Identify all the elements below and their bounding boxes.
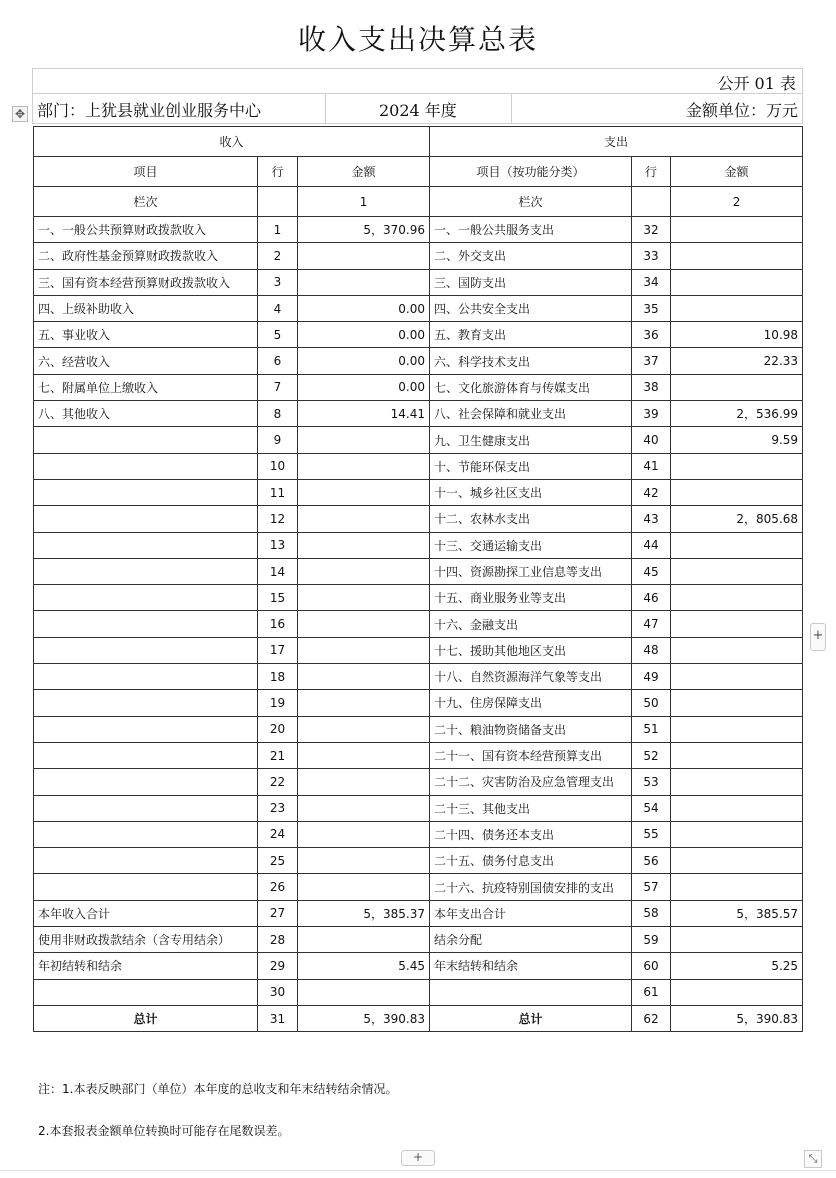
item-header: 项目: [34, 157, 258, 187]
income-item: [34, 637, 258, 663]
column-index-row: [34, 187, 803, 217]
income-amount: [298, 769, 430, 795]
expense-item: 十八、自然资源海洋气象等支出: [430, 664, 632, 690]
expense-item: 二十五、债务付息支出: [430, 848, 632, 874]
expense-row-no: 40: [632, 427, 671, 453]
income-item: 四、上级补助收入: [34, 295, 258, 321]
expense-amount: [671, 821, 803, 847]
item-func-header: 项目（按功能分类）: [430, 157, 632, 187]
income-item: [34, 558, 258, 584]
income-row-no: 13: [258, 532, 298, 558]
income-amount: [298, 874, 430, 900]
expense-item: 十九、住房保障支出: [430, 690, 632, 716]
table-row: [34, 821, 803, 847]
expense-row-no: 37: [632, 348, 671, 374]
department-label: 部门：上犹县就业创业服务中心: [37, 101, 262, 120]
income-row-no: 21: [258, 742, 298, 768]
expense-item: 十七、援助其他地区支出: [430, 637, 632, 663]
income-row-no: 18: [258, 664, 298, 690]
total-expense-row-no: 62: [632, 1005, 671, 1031]
income-amount: [298, 716, 430, 742]
total-income-row-no: 31: [258, 1005, 298, 1031]
table-row: [34, 637, 803, 663]
expense-amount: [671, 532, 803, 558]
income-amount: [298, 742, 430, 768]
expense-amount: [671, 479, 803, 505]
expense-item: 二十六、抗疫特别国债安排的支出: [430, 874, 632, 900]
income-row-no: 3: [258, 269, 298, 295]
total-income-item: 总计: [34, 1005, 258, 1031]
total-income-amount: 5，390.83: [298, 1005, 430, 1031]
income-amount: 5，370.96: [298, 217, 430, 243]
table-move-icon[interactable]: ✥: [12, 106, 28, 122]
table-row: [34, 874, 803, 900]
expense-item: 四、公共安全支出: [430, 295, 632, 321]
expense-item: 五、教育支出: [430, 322, 632, 348]
income-row-no: 6: [258, 348, 298, 374]
expense-amount: [671, 927, 803, 953]
expense-row-no: 38: [632, 374, 671, 400]
income-item: 八、其他收入: [34, 401, 258, 427]
expense-amount: 2，536.99: [671, 401, 803, 427]
expense-row-no: 55: [632, 821, 671, 847]
expense-item: 十二、农林水支出: [430, 506, 632, 532]
add-column-button[interactable]: +: [810, 623, 826, 651]
table-row: [34, 716, 803, 742]
expense-amount: 2，805.68: [671, 506, 803, 532]
expense-row-no: 57: [632, 874, 671, 900]
expense-row-no: 52: [632, 742, 671, 768]
expense-amount: [671, 217, 803, 243]
income-amount: [298, 664, 430, 690]
table-row: [34, 953, 803, 979]
income-item: [34, 795, 258, 821]
amount-header: 金额: [298, 157, 430, 187]
table-row: [34, 453, 803, 479]
expense-row-no: 51: [632, 716, 671, 742]
income-row-no: 29: [258, 953, 298, 979]
income-item: [34, 742, 258, 768]
expense-amount: [671, 769, 803, 795]
income-header: 收入: [34, 127, 430, 157]
expense-amount: [671, 979, 803, 1005]
expense-item: 三、国防支出: [430, 269, 632, 295]
expense-item: 二十四、债务还本支出: [430, 821, 632, 847]
table-row: [34, 585, 803, 611]
income-item: 二、政府性基金预算财政拨款收入: [34, 243, 258, 269]
income-row-no: 23: [258, 795, 298, 821]
col-label: 栏次: [430, 187, 632, 217]
income-item: 本年收入合计: [34, 900, 258, 926]
empty-cell: [632, 187, 671, 217]
table-row: [34, 295, 803, 321]
expense-row-no: 42: [632, 479, 671, 505]
expense-item: 二、外交支出: [430, 243, 632, 269]
expense-item: 结余分配: [430, 927, 632, 953]
income-row-no: 2: [258, 243, 298, 269]
income-row-no: 26: [258, 874, 298, 900]
expense-item: 十五、商业服务业等支出: [430, 585, 632, 611]
income-item: [34, 611, 258, 637]
expense-row-no: 54: [632, 795, 671, 821]
note-1: 注：1.本表反映部门（单位）本年度的总收支和年末结转结余情况。: [38, 1082, 398, 1096]
income-item: [34, 979, 258, 1005]
income-item: 七、附属单位上缴收入: [34, 374, 258, 400]
expense-amount: [671, 295, 803, 321]
expense-row-no: 58: [632, 900, 671, 926]
expense-row-no: 46: [632, 585, 671, 611]
income-row-no: 27: [258, 900, 298, 926]
form-number-bar: [32, 68, 803, 94]
resize-icon[interactable]: ⤡: [804, 1150, 822, 1168]
expense-header: 支出: [430, 127, 803, 157]
expense-amount: [671, 453, 803, 479]
income-item: [34, 664, 258, 690]
expense-item: 八、社会保障和就业支出: [430, 401, 632, 427]
expense-row-no: 43: [632, 506, 671, 532]
income-row-no: 4: [258, 295, 298, 321]
income-amount: 0.00: [298, 374, 430, 400]
income-amount: [298, 479, 430, 505]
expense-amount: [671, 874, 803, 900]
income-item: [34, 848, 258, 874]
expense-amount: [671, 795, 803, 821]
col-index-1: 1: [298, 187, 430, 217]
income-amount: 0.00: [298, 322, 430, 348]
income-row-no: 11: [258, 479, 298, 505]
total-expense-item: 总计: [430, 1005, 632, 1031]
expense-row-no: 41: [632, 453, 671, 479]
table-row: [34, 269, 803, 295]
income-amount: 5.45: [298, 953, 430, 979]
income-amount: [298, 453, 430, 479]
income-item: [34, 821, 258, 847]
income-amount: [298, 243, 430, 269]
header-info-row: [32, 94, 803, 124]
income-row-no: 25: [258, 848, 298, 874]
income-row-no: 12: [258, 506, 298, 532]
total-row: [34, 1005, 803, 1031]
expense-row-no: 49: [632, 664, 671, 690]
form-number: 公开 01 表: [717, 74, 796, 93]
income-amount: [298, 979, 430, 1005]
expense-row-no: 47: [632, 611, 671, 637]
table-row: [34, 795, 803, 821]
add-row-button[interactable]: +: [401, 1150, 435, 1166]
empty-cell: [258, 187, 298, 217]
expense-item: 六、科学技术支出: [430, 348, 632, 374]
income-amount: 14.41: [298, 401, 430, 427]
expense-item: 九、卫生健康支出: [430, 427, 632, 453]
table-row: [34, 900, 803, 926]
column-header-row: [34, 157, 803, 187]
expense-item: 二十一、国有资本经营预算支出: [430, 742, 632, 768]
income-row-no: 17: [258, 637, 298, 663]
note-2: 2.本套报表金额单位转换时可能存在尾数误差。: [38, 1124, 290, 1138]
row-header: 行: [258, 157, 298, 187]
income-row-no: 20: [258, 716, 298, 742]
income-item: [34, 453, 258, 479]
income-amount: [298, 269, 430, 295]
expense-row-no: 35: [632, 295, 671, 321]
income-item: [34, 690, 258, 716]
income-item: [34, 427, 258, 453]
income-item: [34, 479, 258, 505]
expense-amount: 5，385.57: [671, 900, 803, 926]
income-row-no: 9: [258, 427, 298, 453]
income-amount: [298, 611, 430, 637]
income-item: 一、一般公共预算财政拨款收入: [34, 217, 258, 243]
expense-amount: [671, 611, 803, 637]
expense-item: 二十三、其他支出: [430, 795, 632, 821]
page-edge: [0, 1170, 836, 1171]
income-amount: [298, 927, 430, 953]
expense-item: 七、文化旅游体育与传媒支出: [430, 374, 632, 400]
expense-row-no: 48: [632, 637, 671, 663]
table-row: [34, 401, 803, 427]
expense-item: 年末结转和结余: [430, 953, 632, 979]
row-header: 行: [632, 157, 671, 187]
expense-row-no: 32: [632, 217, 671, 243]
expense-item: 十六、金融支出: [430, 611, 632, 637]
fiscal-year: 2024 年度: [379, 101, 457, 120]
expense-amount: [671, 269, 803, 295]
expense-amount: [671, 848, 803, 874]
income-amount: [298, 690, 430, 716]
income-amount: 0.00: [298, 295, 430, 321]
page-title: 收入支出决算总表: [297, 23, 538, 56]
income-amount: 5，385.37: [298, 900, 430, 926]
table-row: [34, 243, 803, 269]
expense-amount: [671, 243, 803, 269]
expense-row-no: 50: [632, 690, 671, 716]
table-row: [34, 374, 803, 400]
income-item: [34, 585, 258, 611]
income-row-no: 14: [258, 558, 298, 584]
expense-amount: [671, 716, 803, 742]
income-amount: [298, 427, 430, 453]
table-row: [34, 532, 803, 558]
expense-row-no: 34: [632, 269, 671, 295]
expense-amount: 5.25: [671, 953, 803, 979]
expense-item: 二十二、灾害防治及应急管理支出: [430, 769, 632, 795]
expense-row-no: 39: [632, 401, 671, 427]
income-row-no: 28: [258, 927, 298, 953]
expense-amount: 10.98: [671, 322, 803, 348]
income-amount: [298, 848, 430, 874]
expense-item: 十、节能环保支出: [430, 453, 632, 479]
table-row: [34, 558, 803, 584]
income-item: [34, 874, 258, 900]
total-expense-amount: 5，390.83: [671, 1005, 803, 1031]
income-row-no: 15: [258, 585, 298, 611]
expense-item: 十一、城乡社区支出: [430, 479, 632, 505]
expense-item: 十四、资源勘探工业信息等支出: [430, 558, 632, 584]
expense-amount: 22.33: [671, 348, 803, 374]
table-row: [34, 322, 803, 348]
expense-row-no: 53: [632, 769, 671, 795]
income-item: 五、事业收入: [34, 322, 258, 348]
expense-amount: [671, 374, 803, 400]
table-row: [34, 690, 803, 716]
income-row-no: 7: [258, 374, 298, 400]
table-row: [34, 611, 803, 637]
income-item: 三、国有资本经营预算财政拨款收入: [34, 269, 258, 295]
divider: [511, 94, 512, 123]
income-row-no: 16: [258, 611, 298, 637]
table-row: [34, 427, 803, 453]
income-amount: [298, 532, 430, 558]
expense-row-no: 33: [632, 243, 671, 269]
col-label: 栏次: [34, 187, 258, 217]
income-amount: [298, 795, 430, 821]
income-item: 六、经营收入: [34, 348, 258, 374]
expense-amount: [671, 664, 803, 690]
expense-amount: [671, 742, 803, 768]
table-row: [34, 664, 803, 690]
expense-item: 本年支出合计: [430, 900, 632, 926]
expense-amount: [671, 637, 803, 663]
amount-header: 金额: [671, 157, 803, 187]
income-amount: [298, 558, 430, 584]
expense-amount: 9.59: [671, 427, 803, 453]
expense-item: [430, 979, 632, 1005]
income-item: [34, 506, 258, 532]
income-item: 年初结转和结余: [34, 953, 258, 979]
income-item: [34, 532, 258, 558]
expense-item: 二十、粮油物资储备支出: [430, 716, 632, 742]
income-row-no: 1: [258, 217, 298, 243]
income-amount: [298, 585, 430, 611]
income-row-no: 24: [258, 821, 298, 847]
income-row-no: 19: [258, 690, 298, 716]
income-amount: [298, 506, 430, 532]
section-header-row: [34, 127, 803, 157]
income-amount: [298, 821, 430, 847]
income-item: [34, 769, 258, 795]
expense-amount: [671, 558, 803, 584]
income-amount: [298, 637, 430, 663]
income-item: [34, 716, 258, 742]
expense-item: 十三、交通运输支出: [430, 532, 632, 558]
amount-unit: 金额单位：万元: [685, 101, 798, 120]
expense-row-no: 61: [632, 979, 671, 1005]
table-row: [34, 769, 803, 795]
table-row: [34, 742, 803, 768]
income-row-no: 22: [258, 769, 298, 795]
col-index-2: 2: [671, 187, 803, 217]
table-row: [34, 927, 803, 953]
expense-row-no: 60: [632, 953, 671, 979]
income-row-no: 10: [258, 453, 298, 479]
expense-amount: [671, 690, 803, 716]
table-row: [34, 979, 803, 1005]
income-expense-table: [33, 126, 803, 1032]
expense-amount: [671, 585, 803, 611]
income-item: 使用非财政拨款结余（含专用结余）: [34, 927, 258, 953]
table-row: [34, 479, 803, 505]
expense-row-no: 36: [632, 322, 671, 348]
income-row-no: 30: [258, 979, 298, 1005]
income-amount: 0.00: [298, 348, 430, 374]
expense-item: 一、一般公共服务支出: [430, 217, 632, 243]
table-row: [34, 348, 803, 374]
income-row-no: 8: [258, 401, 298, 427]
expense-row-no: 45: [632, 558, 671, 584]
expense-row-no: 56: [632, 848, 671, 874]
table-row: [34, 506, 803, 532]
table-row: [34, 848, 803, 874]
expense-row-no: 44: [632, 532, 671, 558]
divider: [325, 94, 326, 123]
table-row: [34, 217, 803, 243]
expense-row-no: 59: [632, 927, 671, 953]
income-row-no: 5: [258, 322, 298, 348]
